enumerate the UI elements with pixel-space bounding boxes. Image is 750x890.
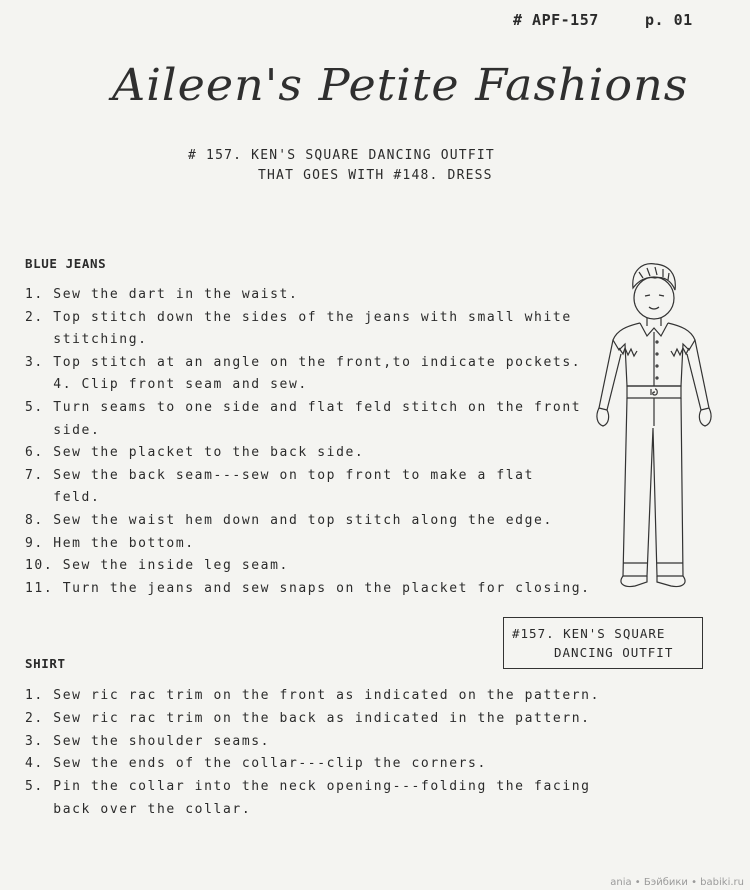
- shirt-line: 3. Sew the shoulder seams.: [25, 733, 271, 749]
- blue-jeans-line: 8. Sew the waist hem down and top stitch along the edge.: [25, 513, 553, 528]
- title-line-1: # 157. KEN'S SQUARE DANCING OUTFIT: [188, 148, 495, 163]
- watermark: ania • Бэйбики • babiki.ru: [610, 877, 744, 888]
- shirt-line: 5. Pin the collar into the neck opening---folding the facing: [25, 779, 591, 795]
- shirt-line: 2. Sew ric rac trim on the back as indicated in the pattern.: [25, 710, 591, 726]
- blue-jeans-line: side.: [25, 422, 101, 438]
- blue-jeans-line: 10. Sew the inside leg seam.: [25, 558, 289, 574]
- blue-jeans-line: 7. Sew the back seam---sew on top front to make a flat: [25, 467, 535, 483]
- page-number: p. 01: [645, 11, 693, 29]
- blue-jeans-line: 4. Clip front seam and sew.: [25, 377, 308, 393]
- outfit-label-box: [503, 617, 703, 669]
- blue-jeans-line: 11. Turn the jeans and sew snaps on the placket for closing.: [25, 580, 591, 596]
- pattern-code: # APF-157: [513, 11, 599, 29]
- blue-jeans-line: stitching.: [25, 332, 148, 348]
- doll-figure-illustration: [585, 258, 715, 598]
- shirt-line: 1. Sew ric rac trim on the front as indicated on the pattern.: [25, 688, 601, 703]
- brand-title: Aileen's Petite Fashions: [112, 59, 689, 111]
- outfit-label-line-2: DANCING OUTFIT: [554, 645, 674, 660]
- blue-jeans-line: 9. Hem the bottom.: [25, 535, 195, 551]
- blue-jeans-line: 5. Turn seams to one side and flat feld stitch on the front: [25, 400, 582, 415]
- blue-jeans-line: feld.: [25, 490, 101, 506]
- shirt-line: 4. Sew the ends of the collar---clip the corners.: [25, 756, 487, 772]
- outfit-label-line-1: #157. KEN'S SQUARE: [512, 626, 666, 641]
- blue-jeans-line: 2. Top stitch down the sides of the jeans with small white: [25, 309, 572, 325]
- shirt-line: back over the collar.: [25, 802, 252, 817]
- blue-jeans-line: 3. Top stitch at an angle on the front,to indicate pockets.: [25, 354, 582, 370]
- blue-jeans-line: 1. Sew the dart in the waist.: [25, 287, 299, 302]
- shirt-heading: SHIRT: [25, 656, 66, 671]
- title-line-2: THAT GOES WITH #148. DRESS: [258, 168, 493, 183]
- blue-jeans-line: 6. Sew the placket to the back side.: [25, 445, 365, 461]
- blue-jeans-heading: BLUE JEANS: [25, 256, 107, 271]
